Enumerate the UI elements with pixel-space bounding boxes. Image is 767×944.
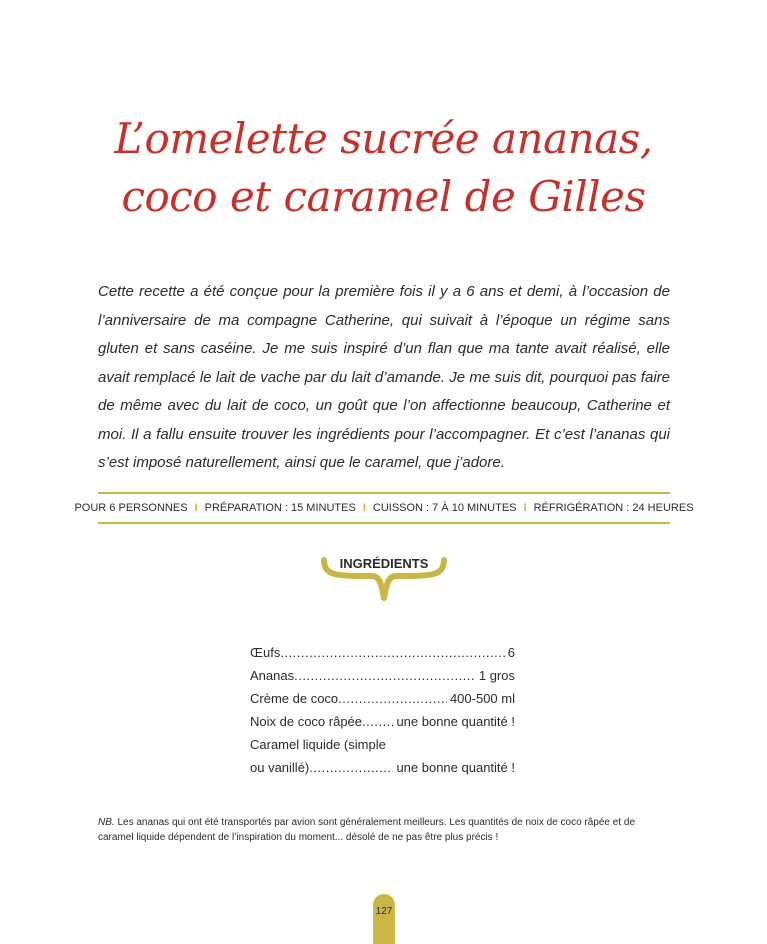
servings-info: POUR 6 PERSONNES bbox=[74, 502, 188, 514]
ingredient-quantity: une bonne quantité ! bbox=[396, 714, 515, 729]
dot-leader bbox=[280, 641, 504, 664]
ingredient-row bbox=[250, 756, 515, 779]
cooking-time: CUISSON : 7 À 10 MINUTES bbox=[372, 502, 517, 514]
ingredient-name: ou vanillé) bbox=[250, 760, 310, 775]
dot-leader bbox=[338, 687, 447, 710]
info-separator: I bbox=[194, 502, 198, 514]
recipe-title-line-1: L’omelette sucrée ananas, bbox=[114, 114, 653, 163]
ingredients-heading bbox=[320, 552, 448, 606]
ingredient-row bbox=[250, 641, 515, 664]
info-separator: I bbox=[362, 502, 366, 514]
ingredient-row bbox=[250, 687, 515, 710]
recipe-title-line-2: coco et caramel de Gilles bbox=[121, 172, 646, 221]
preparation-time: PRÉPARATION : 15 MINUTES bbox=[204, 502, 356, 514]
ingredient-quantity: 400-500 ml bbox=[449, 691, 515, 706]
ingredient-quantity: 6 bbox=[507, 645, 515, 660]
ingredient-name: Caramel liquide (simple bbox=[250, 737, 386, 752]
page-number: 127 bbox=[375, 906, 393, 917]
dot-leader bbox=[294, 664, 476, 687]
dot-leader bbox=[309, 756, 393, 779]
ingredient-name: Crème de coco bbox=[250, 691, 339, 706]
ingredient-name: Noix de coco râpée bbox=[250, 714, 363, 729]
recipe-info-bar bbox=[74, 492, 694, 524]
footnote-text: Les ananas qui ont été transportés par avion sont généralement meilleurs. Les quantités de noix de coco râpée et de caramel liquide dépendent de l’inspiration du moment... désolé de ne pas être plus précis ! bbox=[98, 817, 636, 843]
ingredient-row bbox=[250, 710, 515, 733]
ingredients-list bbox=[250, 641, 515, 779]
refrigeration-time: RÉFRIGÉRATION : 24 HEURES bbox=[533, 502, 694, 514]
dot-leader bbox=[362, 710, 393, 733]
ingredients-heading-label: INGRÉDIENTS bbox=[339, 556, 429, 571]
footnote bbox=[98, 815, 670, 845]
footnote-label: NB. bbox=[98, 817, 115, 828]
recipe-title bbox=[0, 110, 767, 226]
intro-paragraph: Cette recette a été conçue pour la première fois il y a 6 ans et demi, à l’occasion de l’anniversaire de ma compagne Catherine, qui suivait à l’époque un régime sans gluten et sans caséine. Je me suis inspiré d’un flan que ma tante avait réalisé, elle avait remplacé le lait de vache par du lait d’amande. Je me suis dit, pourquoi pas faire de même avec du lait de coco, un goût que l’on affectionne beaucoup, Catherine et moi. Il a fallu ensuite trouver les ingrédients pour l’accompagner. Et c’est l’ananas qui s’est imposé naturellement, ainsi que le caramel, que j’adore. bbox=[98, 283, 670, 471]
ingredient-name: Ananas bbox=[250, 668, 295, 683]
ingredient-row bbox=[250, 733, 515, 756]
ingredient-row bbox=[250, 664, 515, 687]
ingredient-quantity: une bonne quantité ! bbox=[396, 760, 515, 775]
page-number-tab bbox=[373, 894, 395, 944]
ingredient-quantity: 1 gros bbox=[478, 668, 515, 683]
info-separator: I bbox=[523, 502, 527, 514]
ingredient-name: Œufs bbox=[250, 645, 281, 660]
